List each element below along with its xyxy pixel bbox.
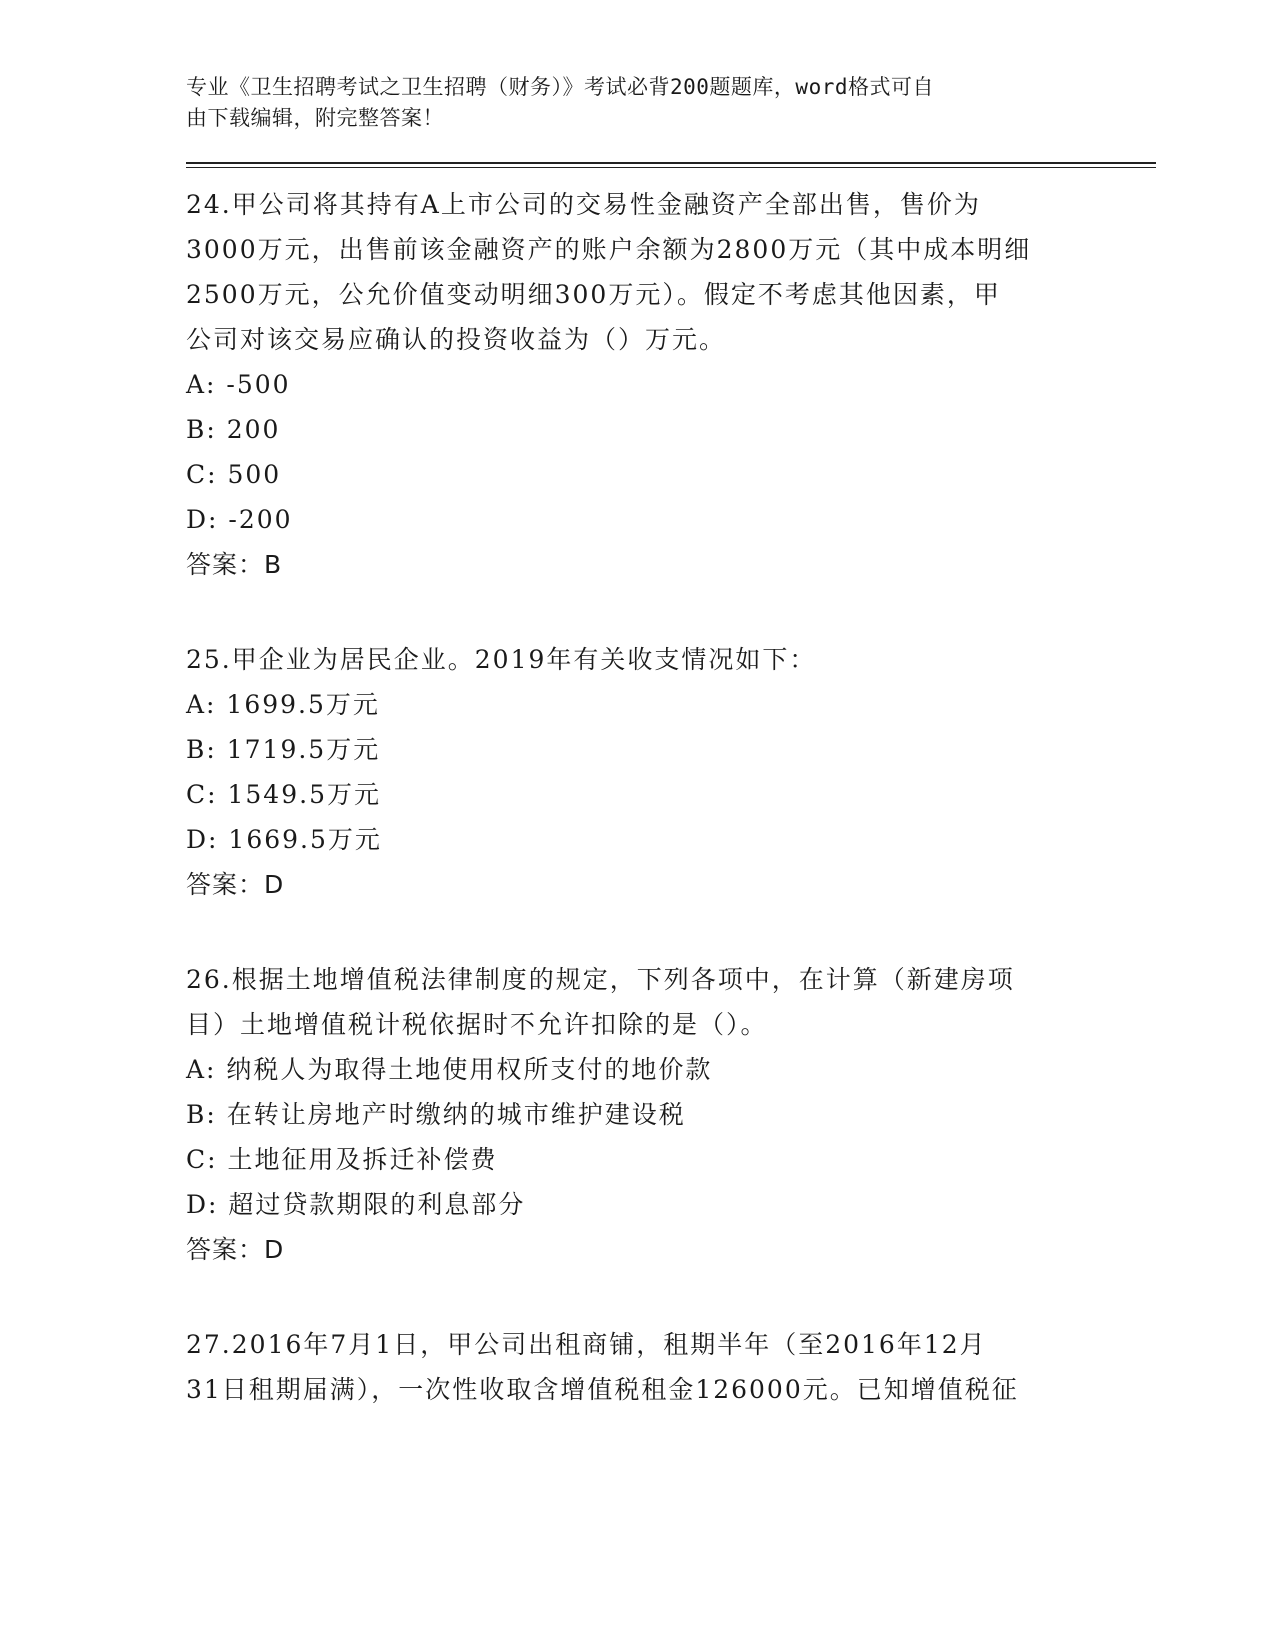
question-stem-line: 目）土地增值税计税依据时不允许扣除的是（）。 [186, 1010, 768, 1039]
question-26 [186, 957, 1146, 1272]
header-divider [186, 162, 1156, 168]
question-25 [186, 637, 1146, 907]
question-stem-line: 2500万元，公允价值变动明细300万元）。假定不考虑其他因素，甲 [186, 280, 1001, 309]
answer-line: 答案：B [186, 550, 283, 579]
question-stem-line: 25.甲企业为居民企业。2019年有关收支情况如下： [186, 645, 817, 674]
question-list [186, 182, 1146, 1412]
document-header [186, 72, 1066, 134]
option-d: D: -200 [186, 505, 293, 534]
option-c: C: 土地征用及拆迁补偿费 [186, 1145, 498, 1174]
option-d: D: 超过贷款期限的利息部分 [186, 1190, 526, 1219]
question-stem-line: 31日租期届满），一次性收取含增值税租金126000元。已知增值税征 [186, 1375, 1019, 1404]
option-b: B: 200 [186, 415, 281, 444]
option-a: A: 1699.5万元 [186, 690, 380, 719]
question-stem-line: 26.根据土地增值税法律制度的规定，下列各项中，在计算（新建房项 [186, 965, 1015, 994]
option-a: A: 纳税人为取得土地使用权所支付的地价款 [186, 1055, 713, 1084]
option-a: A: -500 [186, 370, 291, 399]
question-stem-line: 公司对该交易应确认的投资收益为（）万元。 [186, 325, 727, 354]
answer-line: 答案：D [186, 870, 285, 899]
question-stem-line: 24.甲公司将其持有A上市公司的交易性金融资产全部出售，售价为 [186, 190, 981, 219]
option-b: B: 在转让房地产时缴纳的城市维护建设税 [186, 1100, 686, 1129]
header-line-2: 由下载编辑，附完整答案！ [186, 106, 444, 130]
question-stem-line: 3000万元，出售前该金融资产的账户余额为2800万元（其中成本明细 [186, 235, 1032, 264]
document-page [186, 72, 1146, 1462]
option-c: C: 500 [186, 460, 282, 489]
question-24 [186, 182, 1146, 587]
question-stem-line: 27.2016年7月1日，甲公司出租商铺，租期半年（至2016年12月 [186, 1330, 987, 1359]
option-c: C: 1549.5万元 [186, 780, 381, 809]
question-27 [186, 1322, 1146, 1412]
header-line-1: 专业《卫生招聘考试之卫生招聘（财务）》考试必背200题题库，word格式可自 [186, 75, 934, 99]
answer-line: 答案：D [186, 1235, 285, 1264]
option-b: B: 1719.5万元 [186, 735, 381, 764]
option-d: D: 1669.5万元 [186, 825, 382, 854]
